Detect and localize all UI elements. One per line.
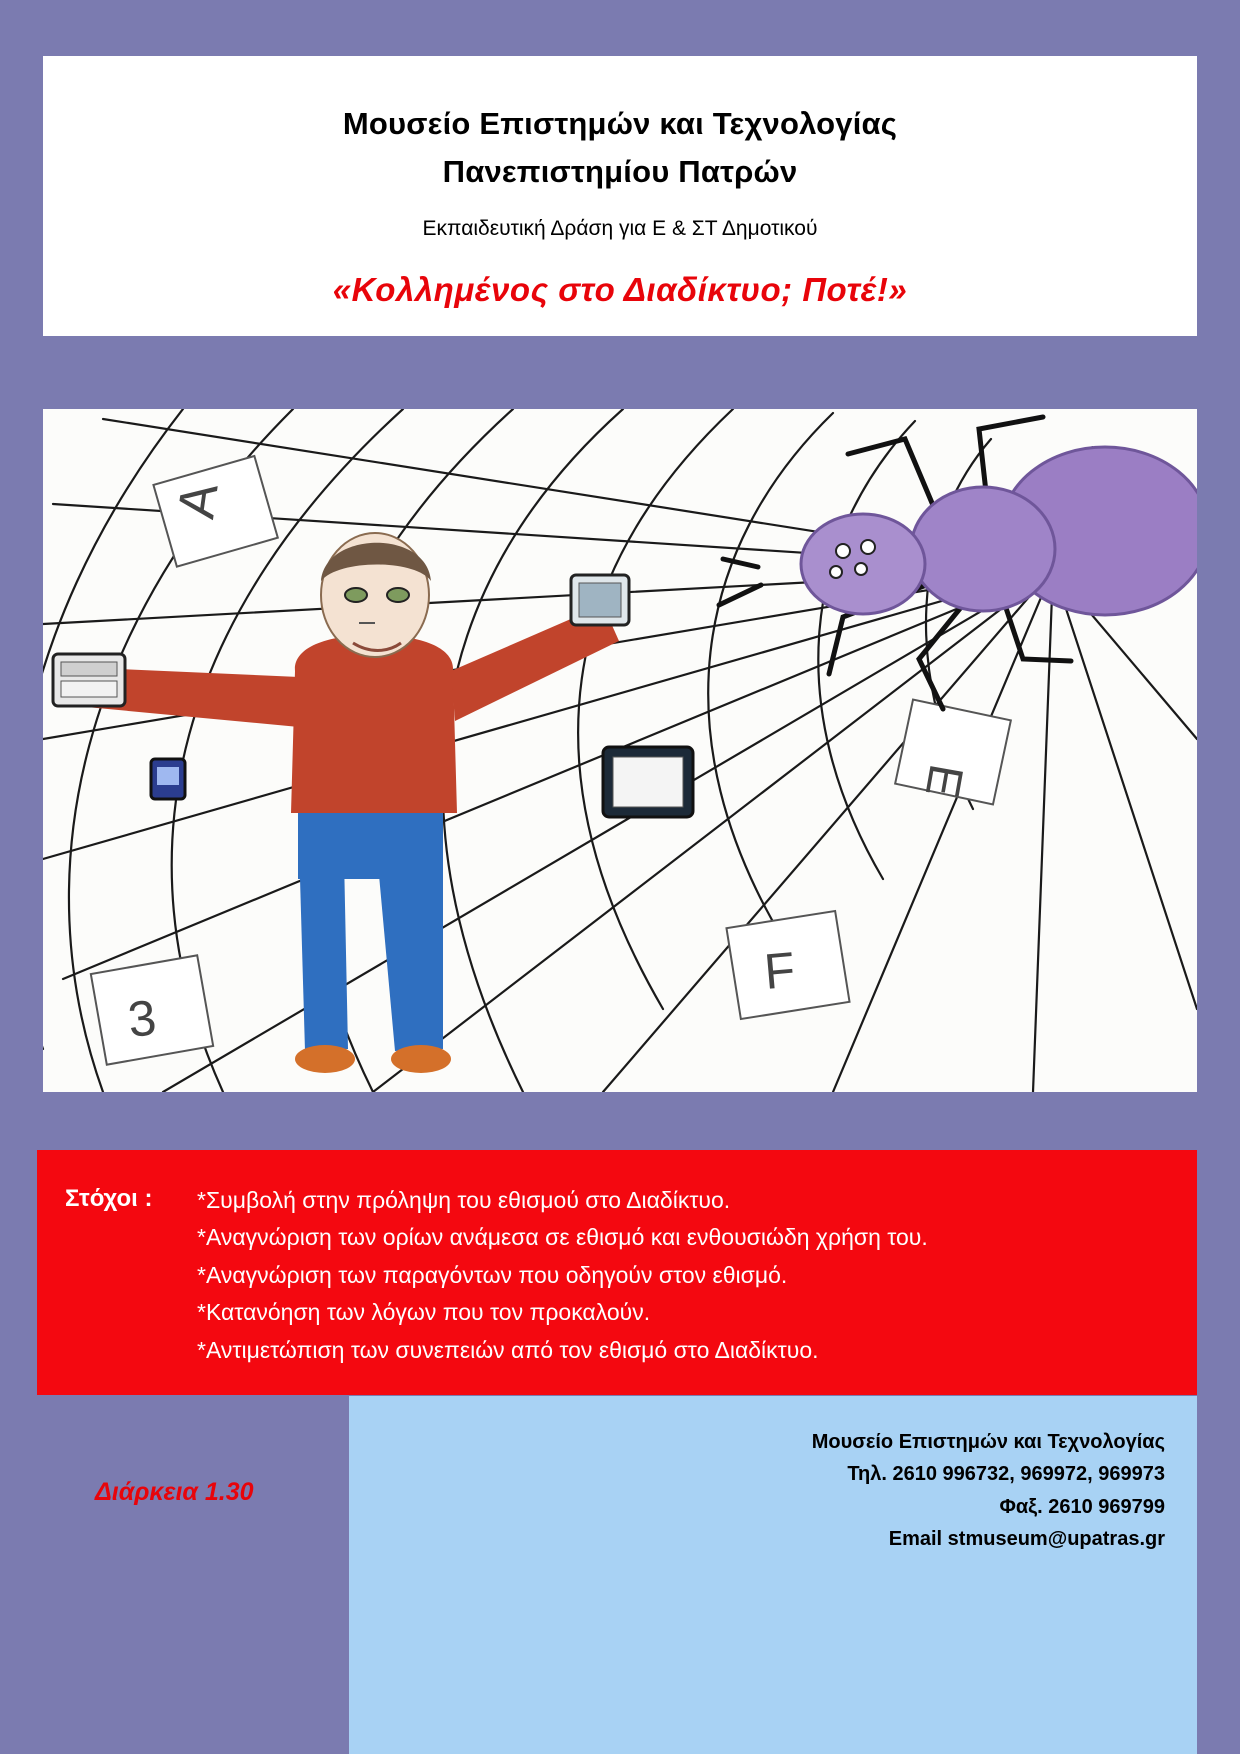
museum-title-line1: Μουσείο Επιστημών και Τεχνολογίας bbox=[342, 106, 898, 141]
goal-item: *Αναγνώριση των ορίων ανάμεσα σε εθισμό και ενθουσιώδη χρήση του. bbox=[197, 1224, 928, 1251]
duration-text: Διάρκεια 1.30 bbox=[95, 1478, 254, 1506]
contact-section bbox=[349, 1396, 1197, 1754]
illustration-image bbox=[43, 409, 1197, 1092]
goal-item: *Συμβολή στην πρόληψη του εθισμού στο Διαδίκτυο. bbox=[197, 1187, 731, 1213]
goals-label: Στόχοι : bbox=[65, 1185, 153, 1212]
web-letter-tile bbox=[726, 911, 849, 1019]
contact-museum-name: Μουσείο Επιστημών και Τεχνολογίας bbox=[811, 1431, 1165, 1453]
goal-item: *Αντιμετώπιση των συνεπειών από τον εθισμό στο Διαδίκτυο. bbox=[197, 1336, 819, 1363]
page-title: «Κολλημένος στο Διαδίκτυο; Ποτέ!» bbox=[332, 271, 908, 309]
contact-lines bbox=[812, 1426, 1165, 1556]
goals-list bbox=[197, 1182, 1177, 1369]
svg-text:E: E bbox=[914, 760, 973, 802]
svg-text:F: F bbox=[761, 941, 798, 1000]
goal-item: *Κατανόηση των λόγων που τον προκαλούν. bbox=[197, 1299, 651, 1326]
contact-email: Email stmuseum@upatras.gr bbox=[888, 1528, 1165, 1551]
header-card bbox=[43, 56, 1197, 336]
svg-text:3: 3 bbox=[125, 989, 159, 1048]
svg-text:A: A bbox=[167, 479, 230, 523]
header-subtitle: Εκπαιδευτική Δράση για Ε & ΣΤ Δημοτικού bbox=[422, 217, 818, 241]
goal-item: *Αναγνώριση των παραγόντων που οδηγούν στον εθισμό. bbox=[197, 1261, 788, 1288]
web-letter-tile bbox=[91, 955, 213, 1064]
contact-fax: Φαξ. 2610 969799 bbox=[999, 1495, 1165, 1518]
museum-title-line2: Πανεπιστημίου Πατρών bbox=[442, 154, 798, 190]
contact-phone: Τηλ. 2610 996732, 969972, 969973 bbox=[847, 1463, 1165, 1486]
goals-section bbox=[37, 1150, 1197, 1395]
